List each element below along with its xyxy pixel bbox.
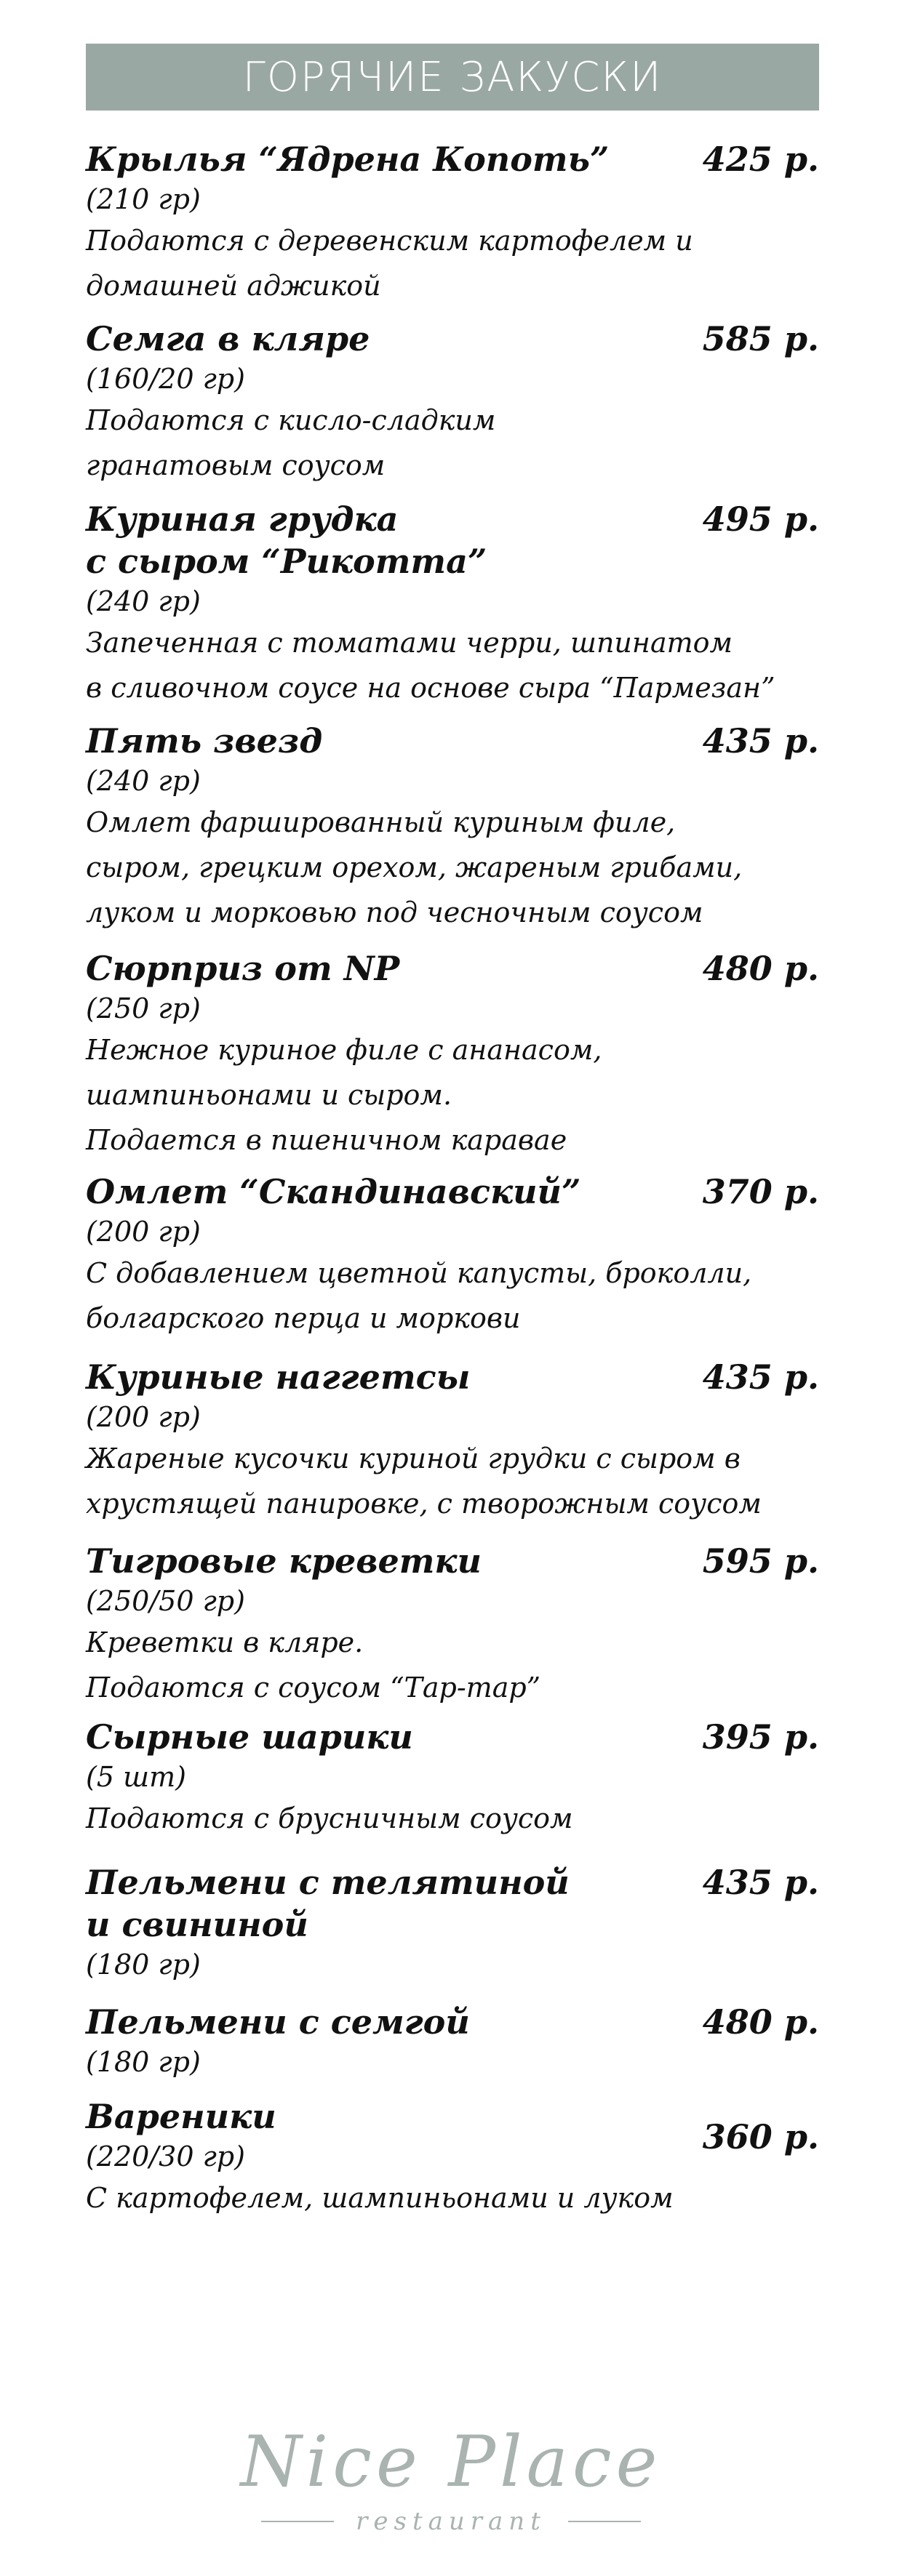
item-price: 595 р. [702,1541,819,1581]
item-name: Куриная грудка [86,499,399,539]
item-name: Тигровые креветки [86,1541,482,1581]
item-weight: (250 гр) [86,992,201,1024]
item-description: Запеченная с томатами черри, шпинатом [86,627,733,659]
item-name: Сырные шарики [86,1717,413,1757]
item-description: Подается в пшеничном каравае [86,1124,567,1156]
item-description: гранатовым соусом [86,449,386,481]
item-description: Нежное куриное филе с ананасом, [86,1034,602,1066]
item-weight: (240 гр) [86,765,201,797]
item-price: 360 р. [702,2117,819,2156]
item-price: 435 р. [702,1863,819,1902]
item-weight: (200 гр) [86,1216,201,1248]
menu-item [86,1861,819,1983]
item-price: 395 р. [702,1717,819,1757]
item-weight: (160/20 гр) [86,363,245,395]
item-price: 585 р. [702,319,819,358]
item-name: Пельмени с телятиной [86,1863,570,1902]
item-name: Пельмени с семгой [86,2002,470,2042]
divider [568,2521,641,2522]
item-description: Подаются с брусничным соусом [86,1802,573,1834]
item-description: в сливочном соусе на основе сыра “Пармезан” [86,672,775,704]
item-name: Семга в кляре [86,319,370,358]
item-price: 370 р. [702,1172,819,1211]
item-weight: (200 гр) [86,1401,201,1433]
item-price: 435 р. [702,1357,819,1397]
item-name: Куриные наггетсы [86,1357,471,1397]
item-name: Пять звезд [86,721,323,761]
item-description: С картофелем, шампиньонами и луком [86,2182,674,2214]
item-name: и свининой [86,1905,308,1944]
brand-subtitle-row [0,2507,902,2536]
menu-item [86,498,819,710]
item-weight: (180 гр) [86,1949,201,1981]
item-weight: (250/50 гр) [86,1585,245,1617]
menu-item [86,1356,819,1526]
item-weight: (210 гр) [86,183,201,215]
item-name: Крылья “Ядрена Копоть” [86,140,610,179]
item-weight: (180 гр) [86,2046,201,2078]
section-title: ГОРЯЧИЕ ЗАКУСКИ [242,53,663,101]
item-description: хрустящей панировке, с творожным соусом [86,1488,762,1520]
menu-item [86,2095,819,2220]
item-weight: (240 гр) [86,585,201,617]
brand-name: Nice Place [240,2421,662,2503]
item-description: Жареные кусочки куриной грудки с сыром в [86,1443,741,1474]
divider [261,2521,334,2522]
brand-subtitle: restaurant [356,2507,546,2536]
item-name: Омлет “Скандинавский” [86,1172,581,1211]
item-description: Подаются с кисло-сладким [86,404,496,436]
menu-item [86,1716,819,1841]
item-description: луком и морковью под чесночным соусом [86,896,703,928]
item-price: 435 р. [702,721,819,761]
item-description: домашней аджикой [86,270,381,302]
item-price: 495 р. [702,499,819,539]
menu-item [86,1171,819,1341]
item-price: 480 р. [702,949,819,988]
item-description: Креветки в кляре. [86,1626,364,1658]
item-name: Сюрприз от NP [86,949,400,988]
item-name: Вареники [86,2097,276,2136]
menu-item [86,2001,819,2081]
item-description: шампиньонами и сыром. [86,1079,452,1111]
menu-item [86,138,819,308]
item-weight: (220/30 гр) [86,2140,245,2172]
item-weight: (5 шт) [86,1761,186,1793]
brand-logo [0,2421,902,2536]
section-header [86,44,819,111]
item-description: Подаются с соусом “Тар-тар” [86,1672,541,1704]
menu-item [86,318,819,488]
item-description: Подаются с деревенским картофелем и [86,225,693,257]
menu-item [86,720,819,935]
item-description: С добавлением цветной капусты, броколли, [86,1257,752,1289]
item-price: 480 р. [702,2002,819,2042]
item-description: болгарского перца и моркови [86,1302,521,1334]
item-description: сыром, грецким орехом, жареным грибами, [86,851,743,883]
item-description: Омлет фаршированный куриным филе, [86,806,676,838]
menu-item [86,947,819,1163]
menu-item [86,1540,819,1710]
item-name: с сыром “Рикотта” [86,542,487,581]
item-price: 425 р. [702,140,819,179]
